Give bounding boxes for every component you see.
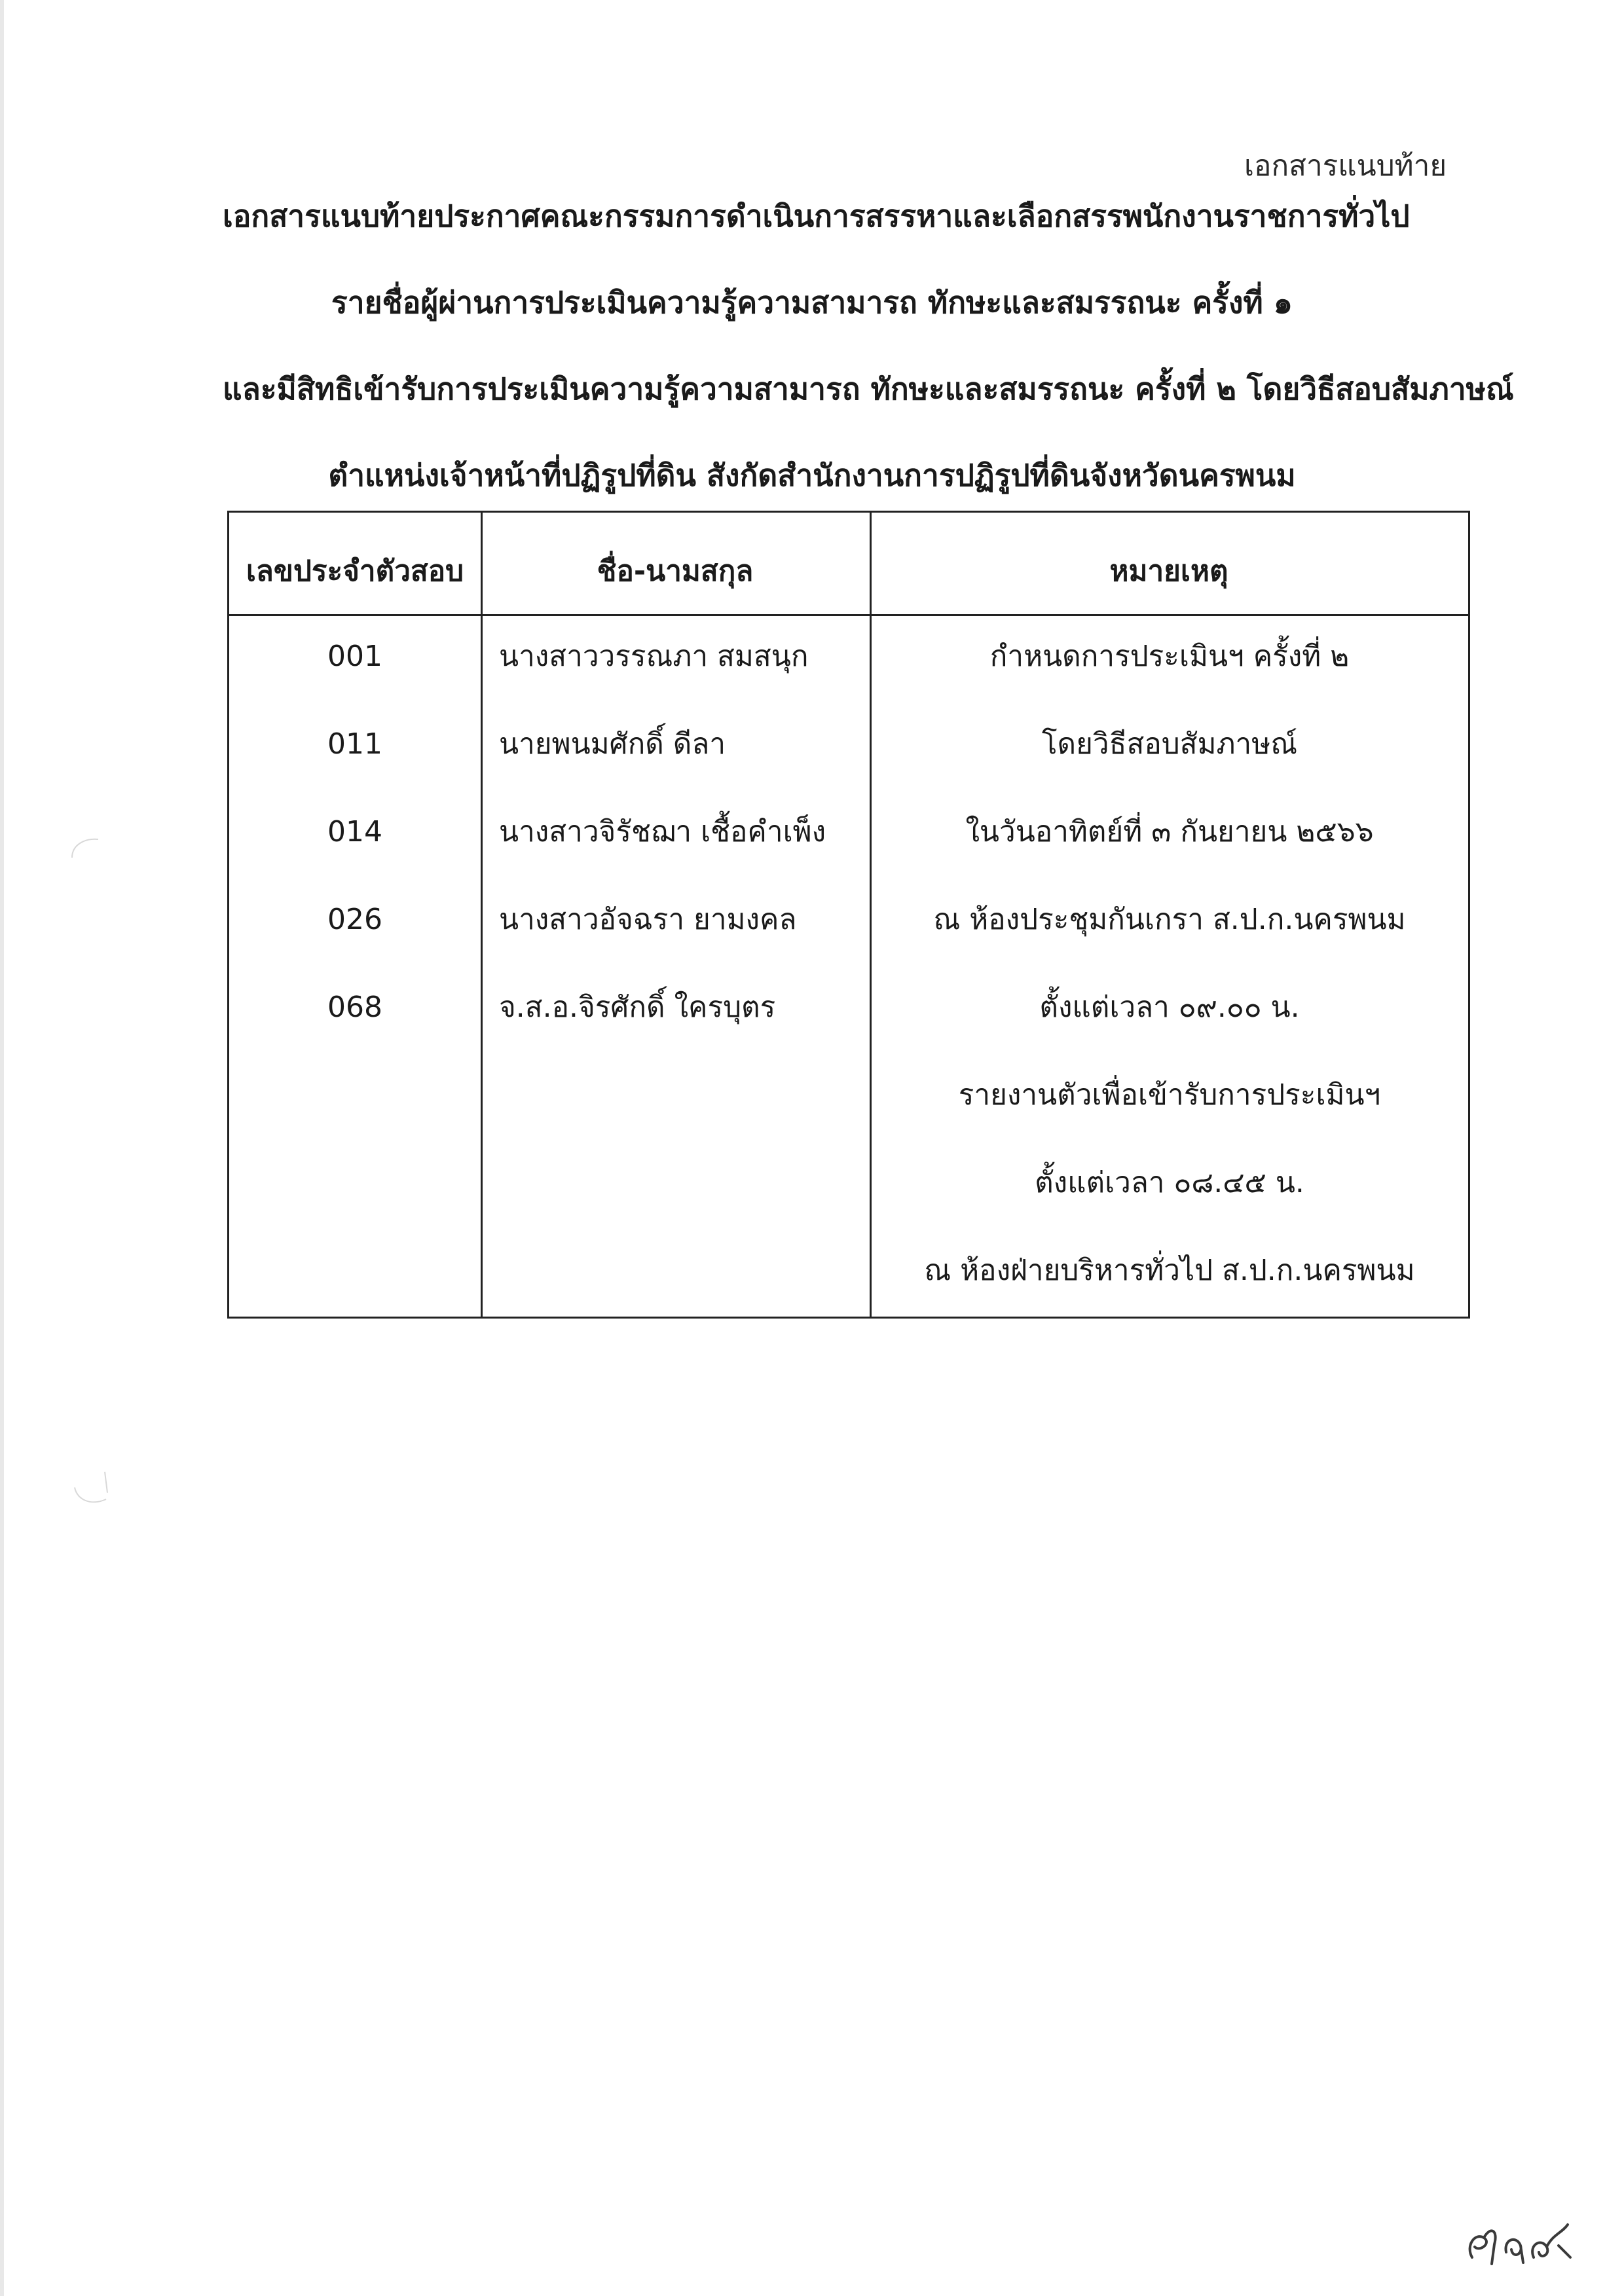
- candidate-name: จ.ส.อ.จิรศักดิ์ ใครบุตร: [499, 991, 776, 1024]
- punch-hole-mark: [65, 1460, 118, 1512]
- exam-id: 068: [327, 991, 382, 1024]
- attachment-label: เอกสารแนบท้าย: [1244, 149, 1447, 183]
- remarks-line-8: ณ ห้องฝ่ายบริหารทั่วไป ส.ป.ก.นครพนม: [924, 1254, 1415, 1287]
- remarks-line-4: ณ ห้องประชุมกันเกรา ส.ป.ก.นครพนม: [933, 903, 1406, 936]
- header-full-name: ชื่อ-นามสกุล: [597, 555, 754, 588]
- handwritten-page-mark: [1460, 2206, 1585, 2278]
- title-line-1: เอกสารแนบท้ายประกาศคณะกรรมการดำเนินการสรรหาและเลือกสรรพนักงานราชการทั่วไป: [223, 198, 1410, 234]
- results-table: [227, 511, 1470, 1319]
- header-exam-id: เลขประจำตัวสอบ: [246, 555, 464, 588]
- exam-id: 011: [327, 727, 382, 761]
- candidate-name: นายพนมศักดิ์ ดีลา: [499, 727, 726, 761]
- remarks-line-6: รายงานตัวเพื่อเข้ารับการประเมินฯ: [958, 1078, 1381, 1112]
- scan-artifact: [0, 0, 4, 2296]
- title-line-3: และมีสิทธิเข้ารับการประเมินความรู้ความสามารถ ทักษะและสมรรถนะ ครั้งที่ ๒ โดยวิธีสอบสัมภาษณ์: [223, 371, 1514, 407]
- remarks-line-5: ตั้งแต่เวลา ๐๙.๐๐ น.: [1039, 991, 1300, 1024]
- document-title: [223, 198, 1514, 545]
- exam-id: 001: [327, 640, 382, 673]
- candidate-name: นางสาววรรณภา สมสนุก: [499, 640, 809, 673]
- remarks-line-2: โดยวิธีสอบสัมภาษณ์: [1041, 727, 1298, 761]
- column-divider-1: [481, 513, 483, 1317]
- header-remarks: หมายเหตุ: [1109, 555, 1228, 588]
- candidate-name: นางสาวอัจฉรา ยามงคล: [499, 903, 797, 936]
- punch-hole-mark: [65, 831, 118, 884]
- remarks-line-3: ในวันอาทิตย์ที่ ๓ กันยายน ๒๕๖๖: [965, 815, 1374, 848]
- exam-id: 026: [327, 903, 382, 936]
- title-line-4: ตำแหน่งเจ้าหน้าที่ปฏิรูปที่ดิน สังกัดสำนักงานการปฏิรูปที่ดินจังหวัดนครพนม: [328, 458, 1296, 493]
- remarks-line-1: กำหนดการประเมินฯ ครั้งที่ ๒: [989, 640, 1350, 673]
- exam-id: 014: [327, 815, 382, 848]
- candidate-name: นางสาวจิรัชฌา เชื้อคำเพ็ง: [499, 815, 826, 848]
- title-line-2: รายชื่อผู้ผ่านการประเมินความรู้ความสามารถ ทักษะและสมรรถนะ ครั้งที่ ๑: [331, 285, 1293, 320]
- header-divider: [229, 614, 1468, 616]
- remarks-line-7: ตั้งแต่เวลา ๐๘.๔๕ น.: [1035, 1166, 1304, 1199]
